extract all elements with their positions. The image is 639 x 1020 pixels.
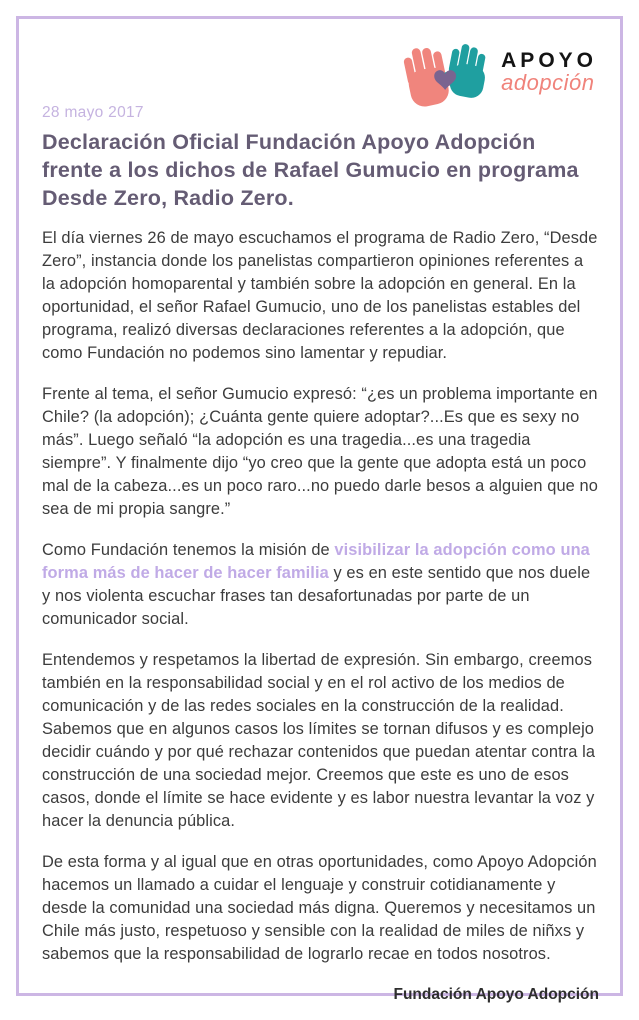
paragraph-3-post: y es en este sentido que nos duele y nos violenta escuchar frases tan desafortunadas por parte de un comunicador social. [42, 563, 591, 628]
hands-heart-icon [401, 33, 497, 111]
paragraph-2: Frente al tema, el señor Gumucio expresó: “¿es un problema importante en Chile? (la adopción); ¿Cuánta gente quiere adoptar?...Es que es sexy no más”. Luego señaló “la adopción es una tragedia...es una tragedia siempre”. Y finalmente dijo “yo creo que la gente que adopta está un poco mal de la cabeza...es un poco raro...no puedo darle besos a alguien que no sea de mi propia sangre.” [42, 384, 598, 518]
statement-content [42, 104, 599, 1019]
logo-wordmark [501, 50, 597, 94]
paragraph-3-pre: Como Fundación tenemos la misión de [42, 540, 335, 559]
apoyo-adopcion-logo [401, 33, 597, 111]
signature: Fundación Apoyo Adopción [393, 985, 599, 1003]
paragraph-1: El día viernes 26 de mayo escuchamos el programa de Radio Zero, “Desde Zero”, instancia donde los panelistas compartieron opiniones referentes a la adopción homoparental y también sobre la adopción en general. En la oportunidad, el señor Rafael Gumucio, uno de los panelistas estables del programa, realizó diversas declaraciones referentes a la adopción, que como Fundación no podemos sino lamentar y repudiar. [42, 228, 598, 362]
statement-title: Declaración Oficial Fundación Apoyo Adopción frente a los dichos de Rafael Gumucio en programa Desde Zero, Radio Zero. [42, 130, 579, 210]
paragraph-5: De esta forma y al igual que en otras oportunidades, como Apoyo Adopción hacemos un llamado a cuidar el lenguaje y construir cotidianamente y desde la comunidad una sociedad más digna. Queremos y necesitamos un Chile más justo, respetuoso y sensible con la realidad de miles de niñxs y sabemos que la responsabilidad de lograrlo recae en todos nosotros. [42, 852, 597, 963]
paragraph-3-highlight: visibilizar la adopción como una forma más de hacer de hacer familia [42, 540, 590, 582]
statement-date: 28 mayo 2017 [42, 104, 144, 121]
paragraph-4: Entendemos y respetamos la libertad de expresión. Sin embargo, creemos también en la responsabilidad social y en el rol activo de los medios de comunicación y de las redes sociales en la construcción de la realidad. Sabemos que en algunos casos los límites se tornan difusos y es complejo decidir cuándo y por qué rechazar contenidos que puedan atentar contra la construcción de una sociedad mejor. Creemos que este es uno de esos casos, donde el límite se hace evidente y es labor nuestra levantar la voz y hacer la denuncia pública. [42, 650, 596, 830]
logo-title: APOYO [501, 49, 597, 72]
paragraph-3 [42, 539, 599, 631]
logo-subtitle: adopción [501, 70, 595, 95]
